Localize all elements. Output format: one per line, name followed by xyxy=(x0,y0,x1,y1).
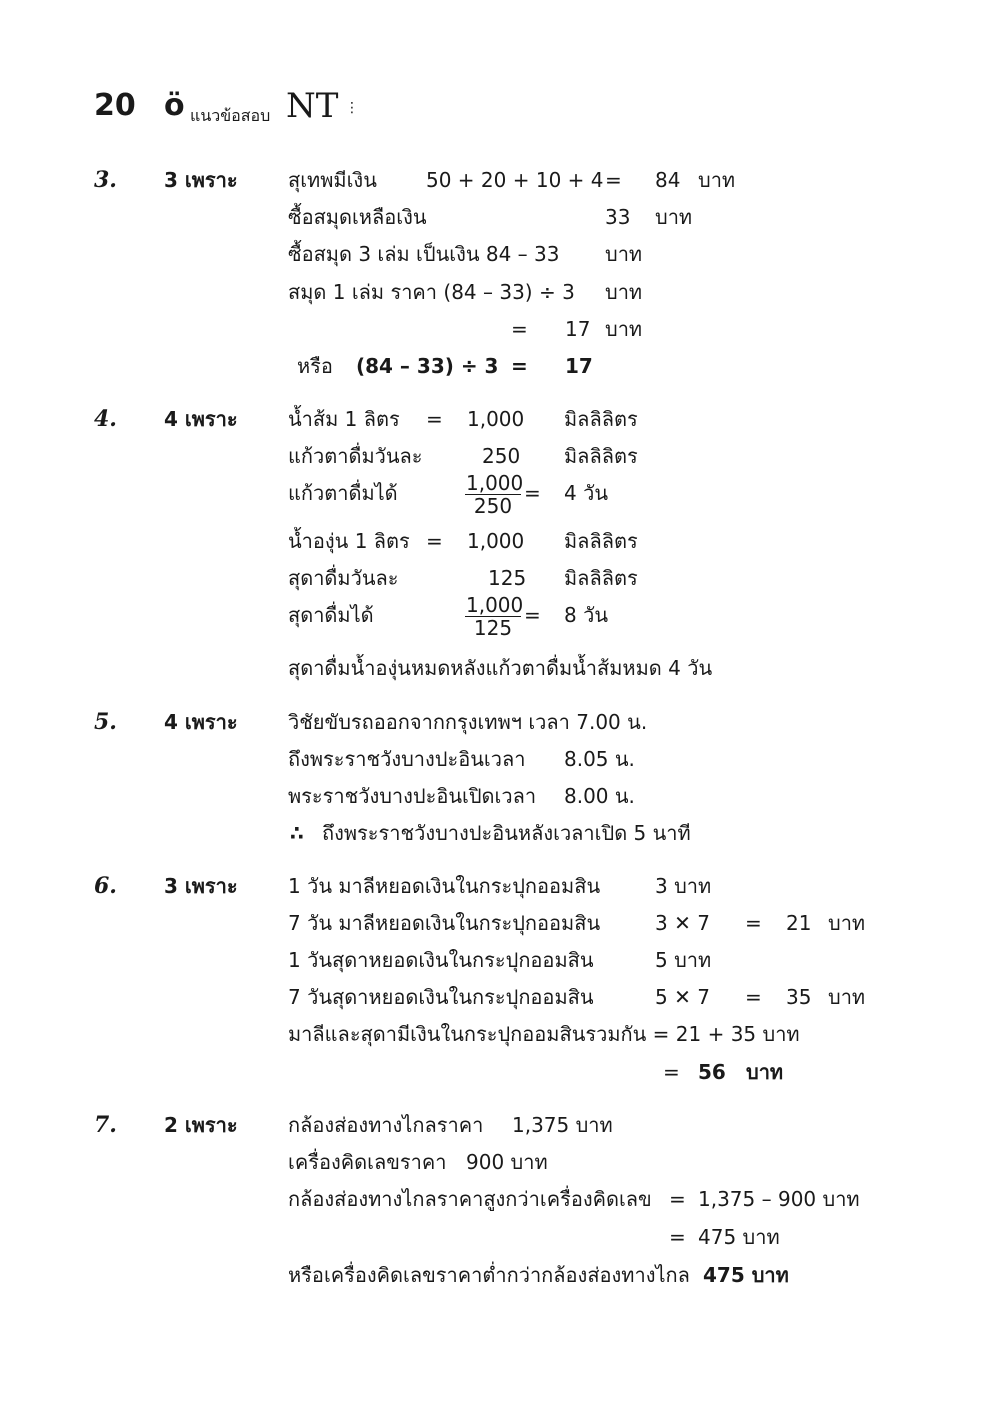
value: 1,375 บาท xyxy=(512,1113,613,1137)
value: 21 xyxy=(786,911,812,935)
explanation-text: 1 วัน มาลีหยอดเงินในกระปุกออมสิน xyxy=(288,874,601,898)
fraction xyxy=(465,471,524,518)
numerator: 1,000 xyxy=(466,471,524,495)
unit: บาท xyxy=(828,985,866,1009)
explanation-text: พระราชวังบางปะอินเปิดเวลา xyxy=(288,784,537,808)
equals-sign: = xyxy=(524,481,541,505)
therefore-icon: ∴ xyxy=(290,821,304,845)
value: 250 xyxy=(482,444,521,468)
explanation-text: กล้องส่องทางไกลราคา xyxy=(288,1113,484,1137)
final-answer: 475 บาท xyxy=(703,1263,789,1287)
unit: บาท xyxy=(605,317,643,341)
explanation-text: มาลีและสุดามีเงินในกระปุกออมสินรวมกัน = 21 + 35 บาท xyxy=(288,1022,800,1046)
unit: มิลลิลิตร xyxy=(564,407,638,431)
equals-sign: = xyxy=(511,354,528,378)
unit: บาท xyxy=(698,168,736,192)
explanation-text: น้ำองุ่น 1 ลิตร xyxy=(288,529,410,553)
explanation-text: สุดาดื่มได้ xyxy=(288,603,374,627)
equals-sign: = xyxy=(511,317,528,341)
expression: 1,375 – 900 บาท xyxy=(698,1187,860,1211)
equals-sign: = xyxy=(426,407,443,431)
value: 5 บาท xyxy=(655,948,712,972)
result: 4 วัน xyxy=(564,481,608,505)
explanation-text: แก้วตาดื่มได้ xyxy=(288,481,398,505)
unit: มิลลิลิตร xyxy=(564,566,638,590)
unit: บาท xyxy=(746,1060,784,1084)
expression: 5 ✕ 7 xyxy=(655,985,710,1009)
explanation-text: สุดาดื่มวันละ xyxy=(288,566,399,590)
answer-choice: 4 เพราะ xyxy=(164,710,238,734)
page-number: 20 xyxy=(94,88,136,123)
explanation-text: 1 วันสุดาหยอดเงินในกระปุกออมสิน xyxy=(288,948,594,972)
denominator: 125 xyxy=(473,616,513,640)
question-number: 5. xyxy=(94,709,117,735)
explanation-text: สมุด 1 เล่ม ราคา (84 – 33) ÷ 3 xyxy=(288,280,575,304)
explanation-text: สุเทพมีเงิน xyxy=(288,168,377,192)
answer-choice: 3 เพราะ xyxy=(164,168,238,192)
equals-sign: = xyxy=(605,168,622,192)
explanation-text: 7 วัน มาลีหยอดเงินในกระปุกออมสิน xyxy=(288,911,601,935)
explanation-text: กล้องส่องทางไกลราคาสูงกว่าเครื่องคิดเลข xyxy=(288,1187,652,1211)
expression: (84 – 33) ÷ 3 xyxy=(356,354,499,378)
explanation-text: เครื่องคิดเลขราคา xyxy=(288,1150,447,1174)
equals-sign: = xyxy=(745,985,762,1009)
logo-mark-icon: ö xyxy=(164,88,185,123)
denominator: 250 xyxy=(473,494,513,518)
value: 17 xyxy=(565,317,591,341)
unit: มิลลิลิตร xyxy=(564,444,638,468)
expression: 50 + 20 + 10 + 4 xyxy=(426,168,604,192)
question-number: 3. xyxy=(94,167,117,193)
value: 1,000 xyxy=(467,407,525,431)
question-number: 7. xyxy=(94,1112,117,1138)
numerator: 1,000 xyxy=(466,593,524,617)
value: 35 xyxy=(786,985,812,1009)
explanation-text: ซื้อสมุด 3 เล่ม เป็นเงิน 84 – 33 xyxy=(288,242,560,266)
answer-choice: 4 เพราะ xyxy=(164,407,238,431)
unit: มิลลิลิตร xyxy=(564,529,638,553)
final-answer: 17 xyxy=(565,354,593,378)
book-title: แนวข้อสอบ xyxy=(190,106,271,125)
explanation-text: แก้วตาดื่มวันละ xyxy=(288,444,423,468)
value: 8.05 น. xyxy=(564,747,635,771)
answer-choice: 3 เพราะ xyxy=(164,874,238,898)
or-label: หรือ xyxy=(297,354,333,378)
conclusion-text: สุดาดื่มน้ำองุ่นหมดหลังแก้วตาดื่มน้ำส้มหมด 4 วัน xyxy=(288,656,713,680)
result: 8 วัน xyxy=(564,603,608,627)
explanation-text: วิชัยขับรถออกจากกรุงเทพฯ เวลา 7.00 น. xyxy=(288,710,648,734)
unit: บาท xyxy=(605,242,643,266)
conclusion-text: หรือเครื่องคิดเลขราคาต่ำกว่ากล้องส่องทางไกล xyxy=(288,1263,690,1287)
equals-sign: = xyxy=(426,529,443,553)
value: 33 xyxy=(605,205,631,229)
expression: 3 ✕ 7 xyxy=(655,911,710,935)
value: 1,000 xyxy=(467,529,525,553)
explanation-text: ถึงพระราชวังบางปะอินเวลา xyxy=(288,747,526,771)
value: 84 xyxy=(655,168,681,192)
unit: บาท xyxy=(655,205,693,229)
explanation-text: ซื้อสมุดเหลือเงิน xyxy=(288,205,427,229)
value: 900 บาท xyxy=(466,1150,548,1174)
unit: บาท xyxy=(828,911,866,935)
question-number: 6. xyxy=(94,873,117,899)
value: 125 xyxy=(488,566,527,590)
brand-deco-icon: ⋮ xyxy=(345,100,359,116)
value: 8.00 น. xyxy=(564,784,635,808)
fraction xyxy=(465,593,524,640)
unit: บาท xyxy=(605,280,643,304)
equals-sign: = xyxy=(745,911,762,935)
answer-choice: 2 เพราะ xyxy=(164,1113,238,1137)
conclusion-text: ถึงพระราชวังบางปะอินหลังเวลาเปิด 5 นาที xyxy=(322,821,691,845)
equals-sign: = xyxy=(669,1225,686,1249)
question-number: 4. xyxy=(94,406,117,432)
equals-sign: = xyxy=(524,603,541,627)
value: 475 บาท xyxy=(698,1225,780,1249)
equals-sign: = xyxy=(669,1187,686,1211)
brand-logo: NT xyxy=(286,86,339,126)
explanation-text: น้ำส้ม 1 ลิตร xyxy=(288,407,400,431)
value: 3 บาท xyxy=(655,874,712,898)
equals-sign: = xyxy=(663,1060,680,1084)
explanation-text: 7 วันสุดาหยอดเงินในกระปุกออมสิน xyxy=(288,985,594,1009)
final-answer: 56 xyxy=(698,1060,726,1084)
